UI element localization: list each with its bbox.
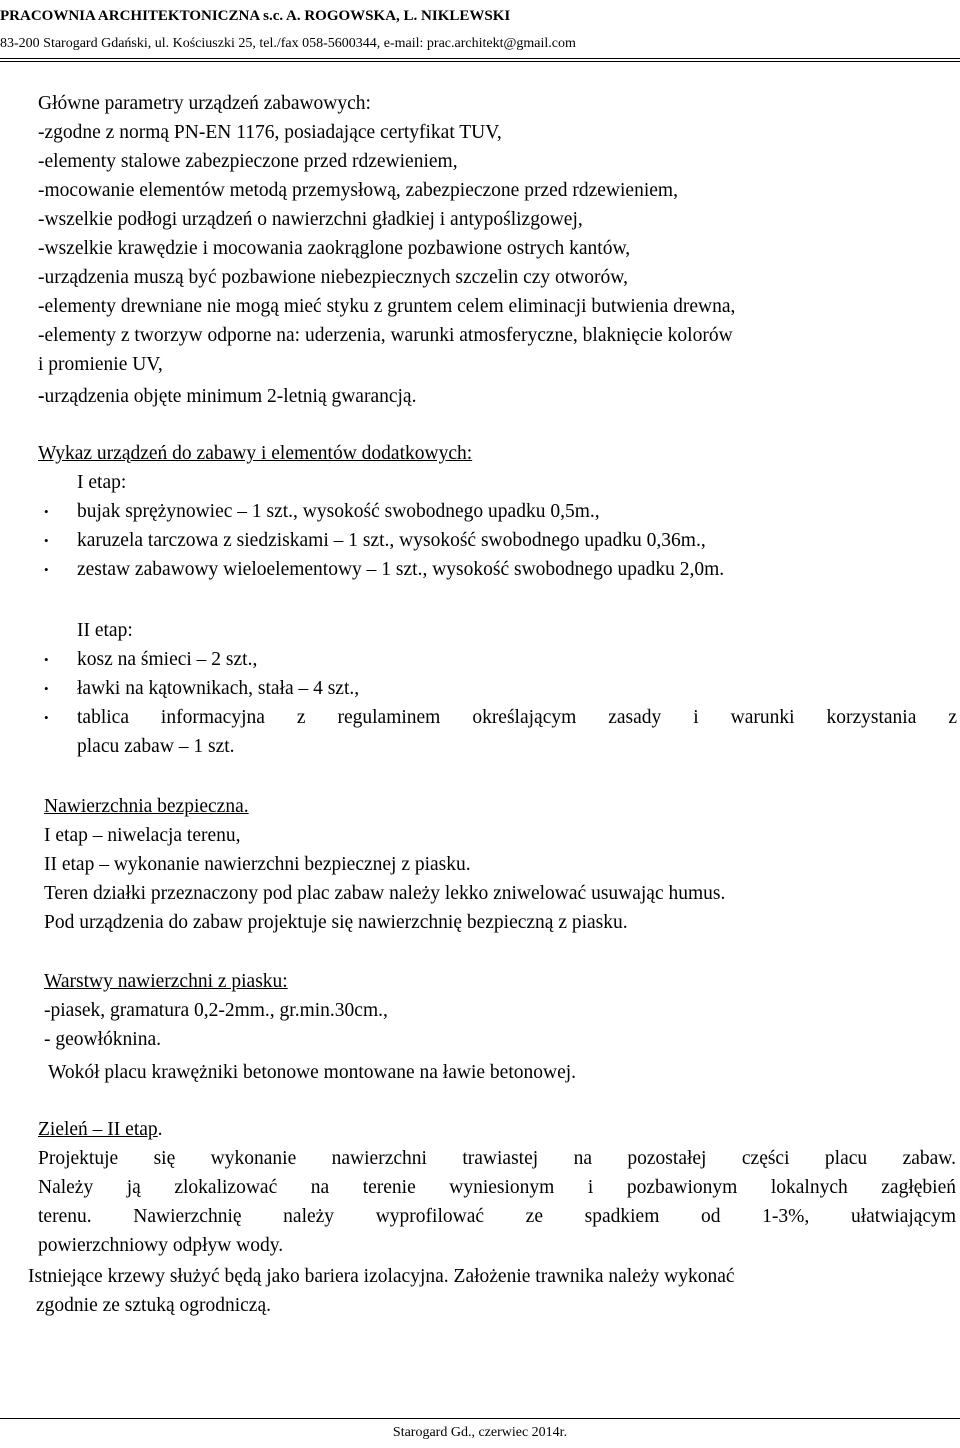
green-line: Należy ją zlokalizować na terenie wyniesionym i pozbawionym lokalnych zagłębień <box>38 1177 956 1198</box>
green-line: zgodnie ze sztuką ogrodniczą. <box>36 1295 271 1316</box>
footer-text: Starogard Gd., czerwiec 2014r. <box>392 1425 568 1440</box>
surface-line: I etap – niwelacja terenu, <box>44 825 241 846</box>
params-title: Główne parametry urządzeń zabawowych: <box>38 93 371 114</box>
stage1-label: I etap: <box>77 472 127 493</box>
green-line: terenu. Nawierzchnię należy wyprofilować ze spadkiem od 1-3%, ułatwiającym <box>38 1206 956 1227</box>
params-last-rest: urządzenia objęte minimum 2-letnią gwarancją. <box>44 386 417 407</box>
params-line: -wszelkie krawędzie i mocowania zaokrąglone pozbawione ostrych kantów, <box>38 238 631 259</box>
green-title-text: Zieleń – II etap <box>38 1119 158 1140</box>
surface-title: Nawierzchnia bezpieczna. <box>44 796 249 817</box>
bullet-icon: • <box>44 710 49 725</box>
params-line: -elementy stalowe zabezpieczone przed rdzewieniem, <box>38 151 458 172</box>
bullet-icon: • <box>44 533 49 548</box>
layers-line: - geowłóknina. <box>44 1029 161 1050</box>
green-title-dot: . <box>157 1119 163 1140</box>
bullet-icon: • <box>44 652 49 667</box>
params-last-dash: - <box>38 386 45 407</box>
layers-line: Wokół placu krawężniki betonowe montowane na ławie betonowej. <box>48 1062 577 1083</box>
list-item: ławki na kątownikach, stała – 4 szt., <box>77 678 360 699</box>
green-line: Istniejące krzewy służyć będą jako bariera izolacyjna. Założenie trawnika należy wykonać <box>28 1266 735 1287</box>
header-divider-2 <box>0 61 960 62</box>
bullet-icon: • <box>44 562 49 577</box>
params-line: -zgodne z normą PN-EN 1176, posiadające certyfikat TUV, <box>38 122 502 143</box>
list-item: kosz na śmieci – 2 szt., <box>77 649 258 670</box>
list-item: karuzela tarczowa z siedziskami – 1 szt., wysokość swobodnego upadku 0,36m., <box>77 530 706 551</box>
params-line: i promienie UV, <box>38 354 163 375</box>
bullet-icon: • <box>44 504 49 519</box>
params-line: -elementy drewniane nie mogą mieć styku z gruntem celem eliminacji butwienia drewna, <box>38 296 736 317</box>
stage2-label: II etap: <box>77 620 133 641</box>
green-line: Projektuje się wykonanie nawierzchni trawiastej na pozostałej części placu zabaw. <box>38 1148 956 1169</box>
green-title <box>38 1117 163 1143</box>
green-line: powierzchniowy odpływ wody. <box>38 1235 284 1256</box>
layers-title: Warstwy nawierzchni z piasku: <box>44 971 288 992</box>
list-title: Wykaz urządzeń do zabawy i elementów dodatkowych: <box>38 443 473 464</box>
layers-line: -piasek, gramatura 0,2-2mm., gr.min.30cm., <box>44 1000 388 1021</box>
surface-line: II etap – wykonanie nawierzchni bezpiecznej z piasku. <box>44 854 471 875</box>
header-address: 83-200 Starogard Gdański, ul. Kościuszki 25, tel./fax 058-5600344, e-mail: prac.architekt@gmail.com <box>0 36 576 51</box>
header-firm: PRACOWNIA ARCHITEKTONICZNA s.c. A. ROGOWSKA, L. NIKLEWSKI <box>0 8 511 24</box>
list-item: bujak sprężynowiec – 1 szt., wysokość swobodnego upadku 0,5m., <box>77 501 600 522</box>
params-line: -elementy z tworzyw odporne na: uderzenia, warunki atmosferyczne, blaknięcie kolorów <box>38 325 733 346</box>
surface-line: Teren działki przeznaczony pod plac zabaw należy lekko zniwelować usuwając humus. <box>44 883 726 904</box>
bullet-icon: • <box>44 681 49 696</box>
header-divider <box>0 58 960 59</box>
params-line: -mocowanie elementów metodą przemysłową, zabezpieczone przed rdzewieniem, <box>38 180 678 201</box>
list-item: zestaw zabawowy wieloelementowy – 1 szt., wysokość swobodnego upadku 2,0m. <box>77 559 725 580</box>
params-last-line <box>38 384 416 410</box>
footer-divider <box>0 1418 960 1419</box>
surface-line: Pod urządzenia do zabaw projektuje się nawierzchnię bezpieczną z piasku. <box>44 912 628 933</box>
params-line: -wszelkie podłogi urządzeń o nawierzchni gładkiej i antypoślizgowej, <box>38 209 583 230</box>
list-item-continuation: placu zabaw – 1 szt. <box>77 736 235 757</box>
params-line: -urządzenia muszą być pozbawione niebezpiecznych szczelin czy otworów, <box>38 267 628 288</box>
list-item: tablica informacyjna z regulaminem określającym zasady i warunki korzystania z <box>77 707 957 728</box>
